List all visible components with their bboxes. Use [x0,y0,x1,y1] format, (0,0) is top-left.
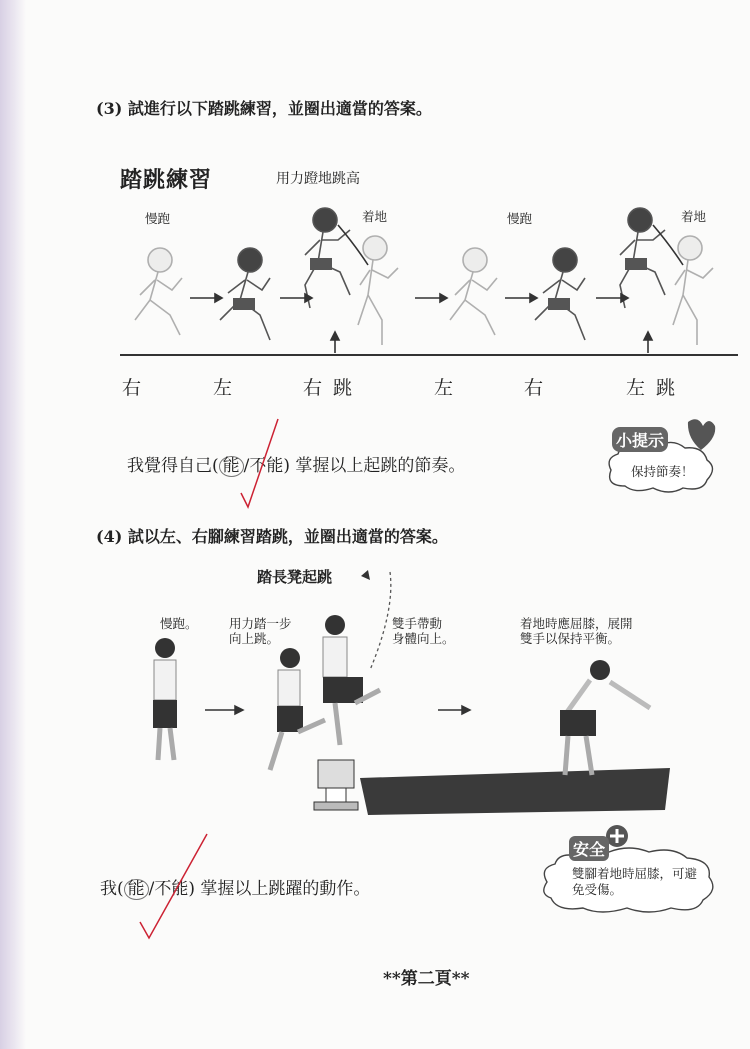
statement-suffix: ) 掌握以上起跳的節奏。 [283,456,466,476]
step-4-label-line1: 着地時應屈膝，展開 [520,616,633,631]
runner-figure [358,236,398,345]
q3-statement [127,451,465,477]
jumper-figure [270,648,325,770]
option-separator: / [148,879,155,899]
runner-figure [220,248,270,340]
ground-line [120,354,738,356]
landing-mat [360,768,670,815]
foot-label: 右 [303,377,323,399]
jumper-figure [153,638,177,760]
statement-prefix: 我覺得自己( [127,456,219,476]
foot-label: 跳 [333,377,353,399]
step-1-label: 慢跑。 [160,616,198,631]
safety-title: 安全 [569,836,609,861]
statement-prefix: 我( [100,879,124,899]
statement-suffix: ) 掌握以上跳躍的動作。 [188,879,371,899]
tip-text: 保持節奏！ [631,464,694,479]
check-mark [135,830,215,945]
bench [314,760,358,810]
option-can[interactable]: 能 [219,456,244,477]
running-sequence-illustration [110,200,740,365]
option-cannot[interactable]: 不能 [249,456,284,476]
foot-label: 左 [213,377,233,399]
page-footer: **第二頁** [383,969,470,989]
runner-figure [535,248,585,340]
jumper-figure [323,615,380,745]
step-2-label-line1: 用力踏一步 [229,616,292,631]
runner-figure [620,208,665,308]
drill-title: 踏跳練習 [120,168,213,193]
runner-figure [135,248,182,335]
scan-edge [0,0,26,1049]
runner-figure [450,248,497,335]
jumper-figure [560,660,650,775]
label-jog-2: 慢跑 [507,211,533,226]
diagram-title: 踏長凳起跳 [257,568,333,586]
foot-label: 左 [434,377,454,399]
step-3-label-line2: 身體向上。 [392,631,455,646]
foot-label: 左 [626,377,646,399]
question-4-heading: (4) 試以左、右腳練習踏跳，並圈出適當的答案。 [96,527,448,546]
foot-label: 跳 [656,377,676,399]
tip-title: 小提示 [612,427,668,452]
runner-figure [673,236,713,345]
option-can[interactable]: 能 [124,879,149,900]
step-2-label-line2: 向上跳。 [229,631,280,646]
safety-text-line2: 免受傷。 [572,882,623,897]
runner-figure [305,208,350,308]
label-land-2: 着地 [681,209,707,224]
safety-text-line1: 雙腳着地時屈膝，可避 [572,866,698,881]
label-jog-1: 慢跑 [145,211,171,226]
step-4-label-line2: 雙手以保持平衡。 [520,631,621,646]
foot-label: 右 [524,377,544,399]
check-mark [238,415,288,510]
label-land-1: 着地 [362,209,388,224]
step-3-label-line1: 雙手帶動 [392,616,443,631]
option-separator: / [243,456,250,476]
drill-subtitle: 用力蹬地跳高 [276,171,360,187]
bench-jump-illustration [140,570,680,825]
question-3-heading: (3) 試進行以下踏跳練習，並圈出適當的答案。 [96,99,432,118]
option-cannot[interactable]: 不能 [154,879,189,899]
foot-label: 右 [122,377,142,399]
